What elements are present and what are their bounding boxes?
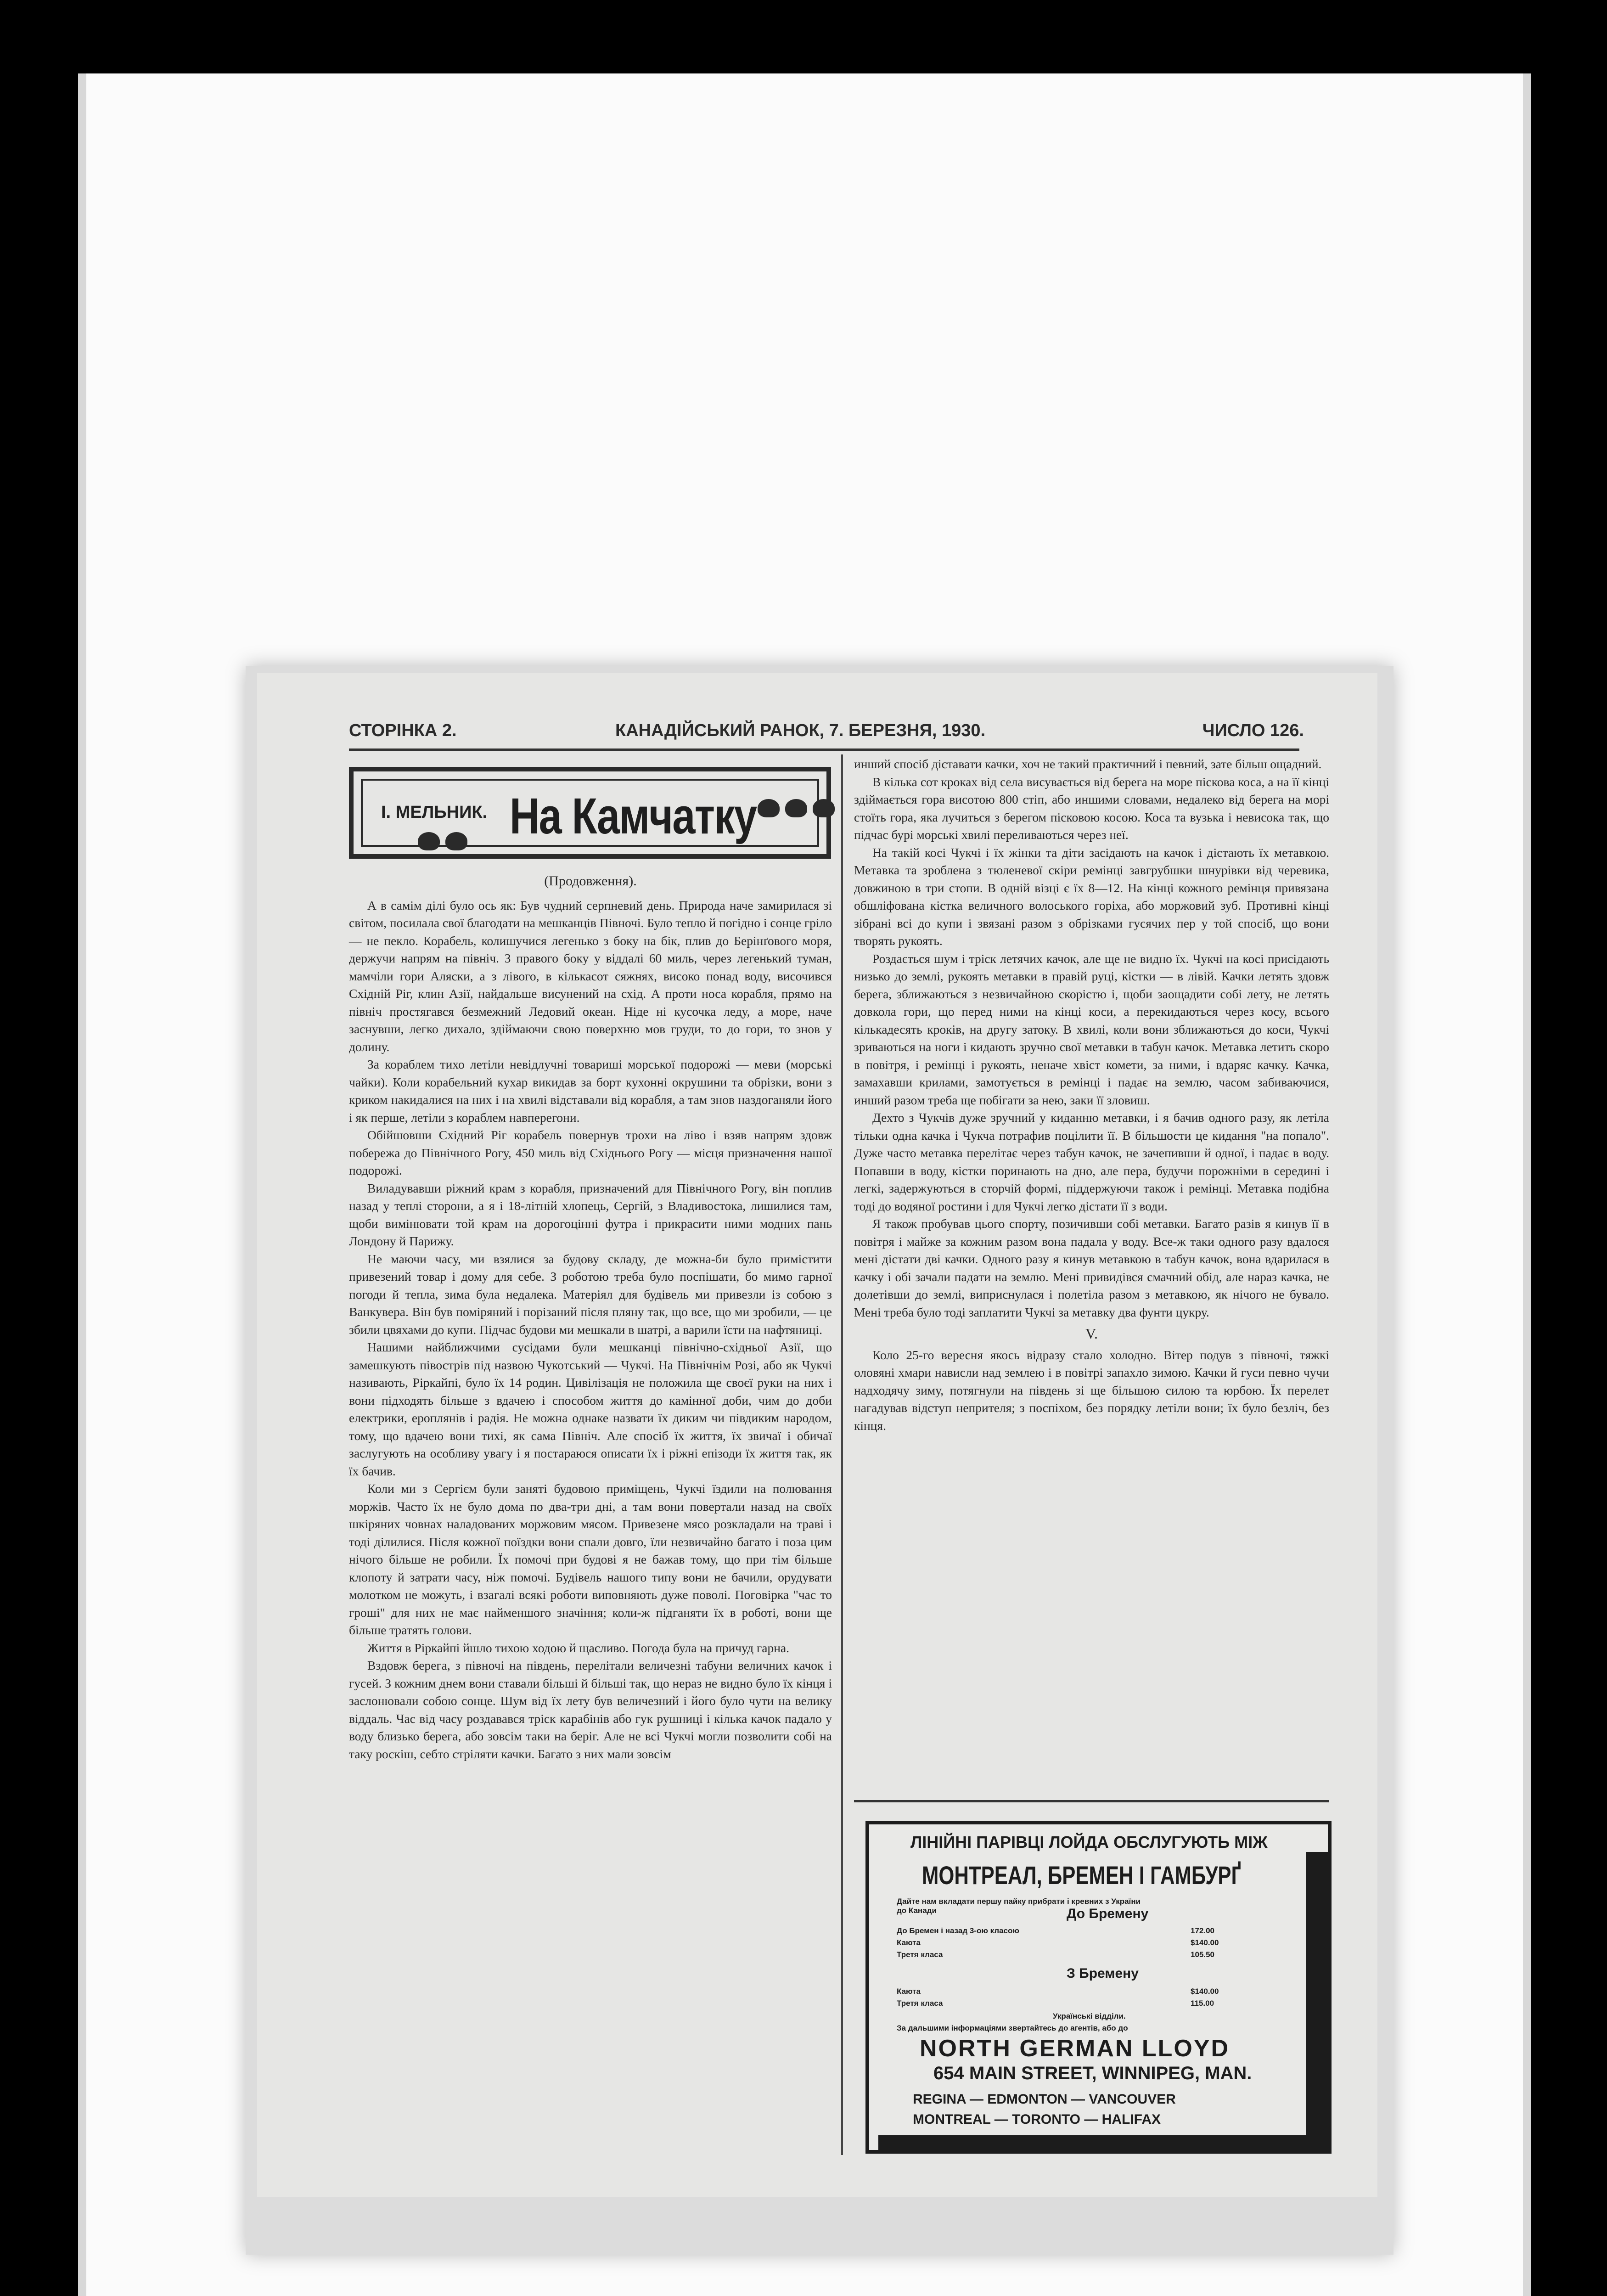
ornament-icon [418, 832, 440, 850]
ad-cities: REGINA — EDMONTON — VANCOUVER [913, 2092, 1176, 2107]
paragraph: Обійшовши Східний Ріг корабель повернув трохи на ліво і взяв напрям здовж побережа до Північного Рогу, 450 миль від Східнього Рогу — місця призначення нашої подорожі. [349, 1128, 832, 1177]
column-rule [841, 754, 843, 2155]
fare-value: 115.00 [1191, 1999, 1214, 2008]
paragraph: Роздається шум і тріск летячих качок, але ще не видно їх. Чукчі на косі присідають низько до землі, рукоять метавки в правій руці, кістки — в лівій. Качки летять здовж берега, зближаються з незвичайною скорістю і, щоби заощадити собі лету, не летять довкола гори, що перед ними на кінці коси, а перекидаються через косу, всього кількадесять кроків, на другу затоку. В хвилі, коли вони зближаються до коси, Чукчі зриваються на ноги і кидають зручно свої метавки в табун качок. Метавка летить скоро в повітря, і ремінці і рукоять, неначе хвіст комети, за ними, і вдаряє качку. Качка, замахавши крилами, замотується в ремінці і падає на землю, часом забиваючися, инший разом треба ще побігати за нею, заки її зловиш. [854, 951, 1329, 1107]
ad-cities: MONTREAL — TORONTO — HALIFAX [913, 2112, 1161, 2127]
paragraph: На такій косі Чукчі і їх жінки та діти засідають на качок і дістають їх метавкою. Метавка та зроблена з тюленевої скіри ремінці завгрубшки шнурівки від черевика, довжиною в три стопи. В одній візці є їх 8—12. На кінці кожного ремінця привязана обшліфована кістка величного волоського горіха, або моржовий зуб. Противні кінці зібрані всі до купи і звязані разом з обрізками гусячих пер у той спосіб, що вони творять рукоять. [854, 845, 1329, 948]
shipping-advertisement [865, 1821, 1332, 2154]
fare-value: 105.50 [1191, 1950, 1214, 1959]
article-author: І. МЕЛЬНИК. [381, 803, 488, 822]
page-header [349, 721, 1304, 748]
fare-label: Каюта [897, 1987, 921, 1996]
newspaper-page [257, 673, 1377, 2197]
ad-company: NORTH GERMAN LLOYD [920, 2035, 1230, 2062]
article-title-box [349, 767, 831, 859]
advertisement-rule [854, 1800, 1329, 1802]
article-column-right [854, 755, 1329, 1435]
film-strip-left [78, 73, 86, 2296]
page-label: СТОРІНКА 2. [349, 721, 457, 740]
article-column-left [349, 872, 832, 1763]
title-inner-frame [361, 779, 819, 847]
fare-label: До Бремен і назад 3-ою класою [897, 1926, 1019, 1935]
paragraph: Життя в Ріркайпі йшло тихою ходою й щасливо. Погода була на причуд гарна. [367, 1640, 790, 1655]
ornament-icon [785, 799, 807, 817]
paragraph: За кораблем тихо летіли невідлучні товариші морської подорожі — меви (морські чайки). Коли корабельний кухар викидав за борт кухонні окрушини та обрізки, вони з криком накидалися на них і на хвилі відставали від корабля, а там знов наздоганяли його і як перше, летіли з кораблем навперегони. [349, 1057, 832, 1125]
paragraph: В кілька сот кроках від села висувається від берега на море піскова коса, а на її кінці здіймається гора висотою 800 стіп, або иншими словами, недалеко від берега на морі стоїть гора, яка лучиться з берегом пісковою косою. Коса та вузька і невисока так, що підчас бурі морські хвилі переливаються через неї. [854, 774, 1329, 842]
ad-shadow-bottom [878, 2135, 1319, 2154]
issue-number: ЧИСЛО 126. [1202, 721, 1304, 740]
fare-value: $140.00 [1191, 1938, 1219, 1947]
paragraph: Коли ми з Сергієм були заняті будовою приміщень, Чукчі їздили на полювання моржів. Часто їх не було дома по два-три дні, а там вони повертали назад на своїх шкіряних човнах наладованих моржовим мясом. Привезене мясо розкладали на траві і тоді ділилися. Після кожної поїздки вони спали довго, їли незвичайно багато і поза цим нічого більше не робили. Їх помочі при будові я не бажав тому, що при тім більше клопоту й затрати часу, ніж помочі. Будівель нашого типу вони не бачили, орудувати молотком не можуть, і взагалі всякі роботи виповняють дуже поволі. Поговірка "час то гроші" для них не має найменшого значіння; коли-ж підганяти їх в роботі, вони ще більше тратять голови. [349, 1481, 832, 1637]
fare-value: $140.00 [1191, 1987, 1219, 1996]
ad-title: ЛІНІЙНІ ПАРІВЦІ ЛОЙДА ОБСЛУГУЮТЬ МІЖ [910, 1833, 1268, 1851]
ornament-icon [813, 799, 835, 817]
film-strip-right [1523, 73, 1531, 2296]
paragraph: Вздовж берега, з півночі на південь, перелітали величезні табуни величних качок і гусей. З кожним днем вони ставали більші й більші так, що нераз не видно було їх кінця і заслонювали собою сонце. Шум від їх лету був величезний і його було чути на велику віддаль. Час від часу роздавався тріск карабінів або гук рушниці і кілька качок падало у воду близько берега, або зовсім таки на беріг. Але не всі Чукчі могли позволити собі на таку роскіш, себто стріляти качки. Багато з них мали зовсім [349, 1658, 832, 1761]
ad-route: МОНТРЕАЛ, БРЕМЕН І ГАМБУРҐ [922, 1861, 1241, 1890]
ornament-icon [445, 832, 467, 850]
paragraph: Я також пробував цього спорту, позичивши собі метавки. Багато разів я кинув її в повітря і майже за кожним разом вона падала у воду. Все-ж таки одного разу вдалося мені дістати дві качки. Одного разу я кинув метавкою в табун качок, вона вдарилася в качку і обі зачали падати на землю. Мені привидівся смачний обід, але нараз качка, не долетівши до землі, виприснулася і полетіла разом з метавкою, як нічого не бувало. Мені треба було тоді заплатити Чукчі за метавку два фунти цукру. [854, 1216, 1329, 1319]
paragraph: инший спосіб діставати качки, хоч не такий практичний і певний, зате більш ощадний. [854, 757, 1322, 771]
article-subtitle: (Продовження). [544, 873, 637, 889]
ad-to-bremen: До Бремену [1067, 1906, 1149, 1921]
fare-label: Третя класа [897, 1950, 943, 1959]
ornament-icon [758, 799, 780, 817]
paragraph: Коло 25-го вересня якось відразу стало холодно. Вітер подув з півночі, тяжкі оловяні хмари нависли над землею і в повітрі запахло зимою. Качки й гуси певно чучи надходячу зиму, потягнули на південь зі ще більшою силою та юрбою. Їх перелет нагадував відступ непрителя; з поспіхом, без порядку летіли вони; їх було безліч, без кінця. [854, 1347, 1329, 1433]
article-title: На Камчатку [510, 788, 757, 844]
ad-info: За дальшими інформаціями звертайтесь до агентів, або до [897, 2024, 1128, 2032]
paragraph: Дехто з Чукчів дуже зручний у киданню метавки, і я бачив одного разу, як летіла тільки одна качка і Чукча потрафив поцілити її. В більшости це кидання "на попало". Дуже часто метавка перелітає через табун качок, не зачепивши й одної, і падає в воду. Попавши в воду, кістки поринають на дно, але пера, будучи порожніми в середині і легкі, задержуються в сторчій формі, піддержуючи також і ремінці. Метавка подібна тоді до водяної ростини і для Чукчі легко дістати її з води. [854, 1110, 1329, 1213]
ad-from-bremen: З Бремену [1067, 1966, 1139, 1981]
ad-intro: Дайте нам вкладати першу пайку прибрати і кревних з України до Канади [897, 1897, 1141, 1915]
fare-value: 172.00 [1191, 1926, 1214, 1935]
fare-label: Третя класа [897, 1999, 943, 2008]
paragraph: Виладувавши ріжний крам з корабля, призначений для Північного Рогу, він поплив назад у теплі сторони, а я і 18-літній хлопець, Сергій, з Владивостока, лишилися там, щоби вимінювати той крам на дорогоцінні футра і прикрасити ними модних пань Лондону й Парижу. [349, 1181, 832, 1248]
fare-label: Каюта [897, 1938, 921, 1947]
paragraph: А в самім ділі було ось як: Був чудний серпневий день. Природа наче замирилася зі світом, посилала свої благодати на мешканців Півночі. Було тепло й погідно і сонце гріло — не пекло. Корабель, колишучися легенько з боку на бік, плив до Берінґового моря, держучи напрям на північ. З правого боку у віддалі 60 миль, через легенький туман, мамчіли гори Аляски, а з лівого, в кількасот сяжнях, високо понад воду, височився Східній Ріг, клин Азії, найдальше висунений на схід. А проти носа корабля, прямо на північ простягався безмежний Ледовий океан. Ніде ні кусочка леду, а море, наче заснувши, легко дихало, здіймаючи свою поверхню мов груди, то до гори, то знов у долину. [349, 898, 832, 1054]
ad-shadow-right [1306, 1852, 1332, 2154]
section-number: V. [1085, 1325, 1098, 1342]
header-rule [349, 748, 1299, 751]
ad-note: Українські відділи. [1053, 2012, 1126, 2020]
newspaper-title: КАНАДІЙСЬКИЙ РАНОК, 7. БЕРЕЗНЯ, 1930. [615, 721, 986, 740]
paragraph: Не маючи часу, ми взялися за будову складу, де можна-би було примістити привезений товар і дому для себе. З роботою треба було поспішати, бо мимо гарної погоди й тепла, зима була недалека. Матеріял для будівель ми привезли із собою з Ванкувера. Він був поміряний і порізаний після пляну так, що все, що ми зробили, — це збили цвяхами до купи. Підчас будови ми мешкали в шатрі, а варили їсти на нафтяниці. [349, 1251, 832, 1337]
paragraph: Нашими найближчими сусідами були мешканці північно-східньої Азії, що замешкують півострів під назвою Чукотський — Чукчі. На Північнім Розі, або як Чукчі називають, Ріркайпі, було їх 14 родин. Цивілізація не положила ще своєї руки на них і вони підходять більше з вдачею і способом життя до камінної доби, чим до доби електрики, ероплянів і радія. Не можна однаке назвати їх диким чи півдиким народом, тому, що вдачею вони тихі, як сама Північ. Але спосіб їх життя, їх звичаї і обичаї заслугують на особливу увагу і я постараюся описати їх і ріжні епізоди їх життя так, як їх бачив. [349, 1340, 832, 1478]
ad-address: 654 MAIN STREET, WINNIPEG, MAN. [933, 2063, 1252, 2083]
